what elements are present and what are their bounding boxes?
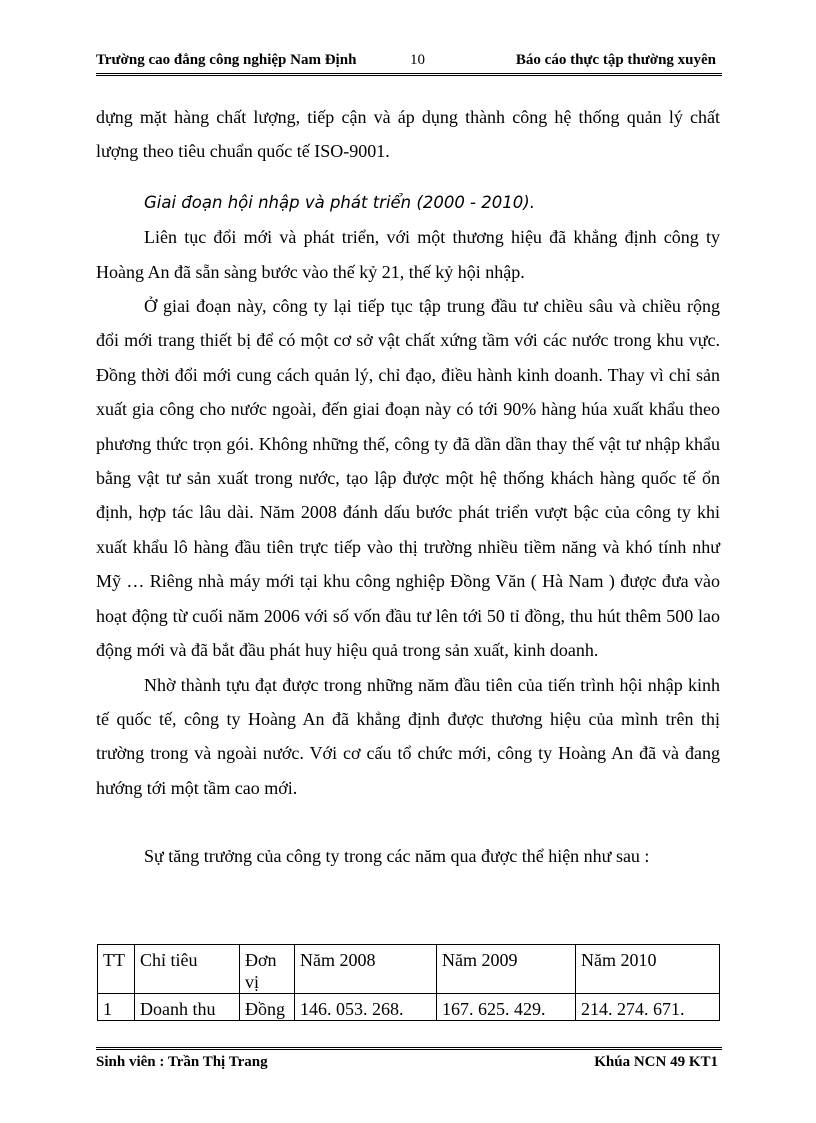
paragraph-intro: Liên tục đổi mới và phát triển, với một thương hiệu đã khẳng định công ty Hoàng An đã sẵn sàng bước vào thế kỷ 21, thế kỷ hội nhập. [96, 227, 720, 282]
header-school-name: Trường cao đẳng công nghiệp Nam Định [96, 52, 357, 68]
table-header-row [98, 945, 720, 994]
footer-divider [96, 1047, 722, 1050]
cell-2009: 167. 625. 429. [437, 994, 576, 1021]
header-cell-2010: Năm 2010 [576, 945, 720, 994]
paragraph-development: Ở giai đoạn này, công ty lại tiếp tục tập trung đầu tư chiều sâu và chiều rộng đổi mới trang thiết bị để có một cơ sở vật chất xứng tầm với các nước trong khu vực. Đồng thời đổi mới cung cách quản lý, chỉ đạo, điều hành kinh doanh. Thay vì chỉ sản xuất gia công cho nước ngoài, đến giai đoạn này có tới 90% hàng húa xuất khẩu theo phương thức trọn gói. Không những thế, công ty đã dần dần thay thế vật tư nhập khẩu bằng vật tư sản xuất trong nước, tạo lập được một hệ thống khách hàng quốc tế ổn định, hợp tác lâu dài. Năm 2008 đánh dấu bước phát triển vượt bậc của công ty khi xuất khẩu lô hàng đầu tiên trực tiếp vào thị trường nhiều tiềm năng và khó tính như Mỹ … Riêng nhà máy mới tại khu công nghiệp Đồng Văn ( Hà Nam ) được đưa vào hoạt động từ cuối năm 2006 với số vốn đầu tư lên tới 50 tỉ đồng, thu hút thêm 500 lao động mới và đã bắt đầu phát huy hiệu quả trong sản xuất, kinh doanh. [96, 296, 720, 661]
document-body [96, 100, 720, 874]
cell-tt: 1 [98, 994, 135, 1021]
cell-2010: 214. 274. 671. [576, 994, 720, 1021]
footer-class: Khúa NCN 49 KT1 [594, 1054, 718, 1070]
paragraph-achievements: Nhờ thành tựu đạt được trong những năm đầu tiên của tiến trình hội nhập kinh tế quốc tế, công ty Hoàng An đã khẳng định được thương hiệu của mình trên thị trường trong và ngoài nước. Với cơ cấu tổ chức mới, công ty Hoàng An đã và đang hướng tới một tầm cao mới. [96, 674, 720, 798]
header-cell-2008: Năm 2008 [295, 945, 437, 994]
header-cell-2009: Năm 2009 [437, 945, 576, 994]
section-heading: Giai đoạn hội nhập và phát triển (2000 - 2010). [144, 192, 535, 212]
header-cell-unit: Đơn vị [240, 945, 295, 994]
header-divider [96, 73, 722, 76]
header-report-title: Báo cáo thực tập thường xuyên [515, 52, 716, 68]
header-cell-indicator: Chỉ tiêu [135, 945, 240, 994]
cell-indicator: Doanh thu [135, 994, 240, 1021]
page-header [96, 52, 718, 74]
table-intro: Sự tăng trưởng của công ty trong các năm qua được thể hiện như sau : [144, 846, 650, 867]
header-cell-tt: TT [98, 945, 135, 994]
footer-student-name: Sinh viên : Trần Thị Trang [96, 1054, 268, 1070]
cell-unit: Đồng [240, 994, 295, 1021]
header-page-number: 10 [410, 52, 425, 68]
cell-2008: 146. 053. 268. [295, 994, 437, 1021]
table-row [98, 994, 720, 1021]
paragraph-iso: dựng mặt hàng chất lượng, tiếp cận và áp dụng thành công hệ thống quản lý chất lượng theo tiêu chuẩn quốc tế ISO-9001. [96, 107, 720, 162]
growth-table [97, 944, 720, 1021]
